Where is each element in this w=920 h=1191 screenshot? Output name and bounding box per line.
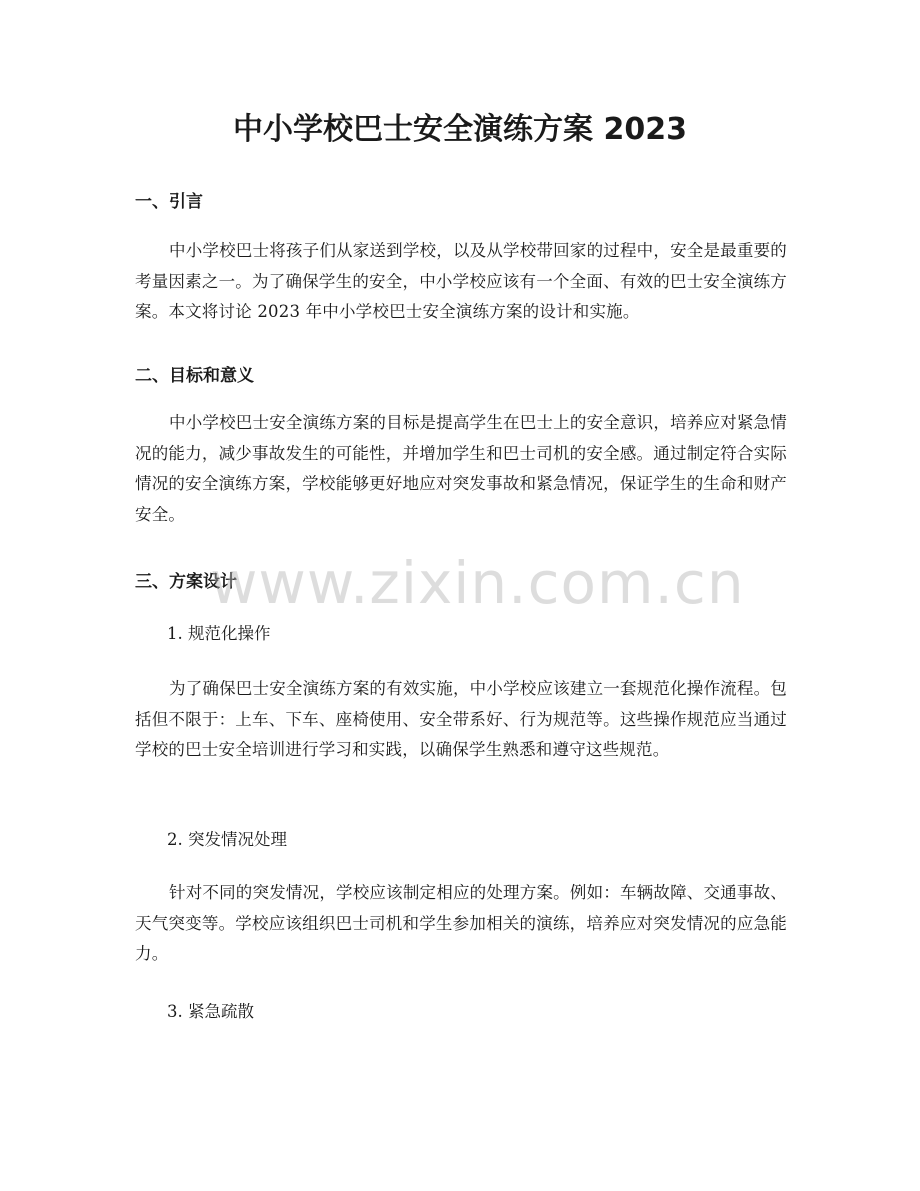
section-paragraph-goals: 中小学校巴士安全演练方案的目标是提高学生在巴士上的安全意识，培养应对紧急情况的能力，减少事故发生的可能性，并增加学生和巴士司机的安全感。通过制定符合实际情况的安全演练方案，学校能够更好地应对突发事故和紧急情况，保证学生的生命和财产安全。 — [135, 413, 787, 524]
watermark: www.zixin.com.cn — [210, 549, 745, 617]
subsection-paragraph-emergency-handling: 针对不同的突发情况，学校应该制定相应的处理方案。例如：车辆故障、交通事故、天气突变等。学校应该组织巴士司机和学生参加相关的演练，培养应对突发情况的应急能力。 — [135, 883, 787, 963]
document-title: 中小学校巴士安全演练方案 2023 — [233, 112, 687, 147]
subsection-label-emergency-handling: 2. 突发情况处理 — [167, 830, 287, 849]
section-paragraph-introduction: 中小学校巴士将孩子们从家送到学校，以及从学校带回家的过程中，安全是最重要的考量因素之一。为了确保学生的安全，中小学校应该有一个全面、有效的巴士安全演练方案。本文将讨论 2023 年中小学校巴士安全演练方案的设计和实施。 — [135, 241, 787, 321]
subsection-label-standard-operation: 1. 规范化操作 — [167, 624, 271, 643]
section-heading-goals: 二、目标和意义 — [135, 366, 254, 386]
subsection-paragraph-standard-operation: 为了确保巴士安全演练方案的有效实施，中小学校应该建立一套规范化操作流程。包括但不限于：上车、下车、座椅使用、安全带系好、行为规范等。这些操作规范应当通过学校的巴士安全培训进行学习和实践，以确保学生熟悉和遵守这些规范。 — [135, 679, 787, 759]
section-heading-design: 三、方案设计 — [135, 572, 237, 592]
section-heading-introduction: 一、引言 — [135, 192, 203, 212]
subsection-label-emergency-evacuation: 3. 紧急疏散 — [167, 1002, 254, 1021]
